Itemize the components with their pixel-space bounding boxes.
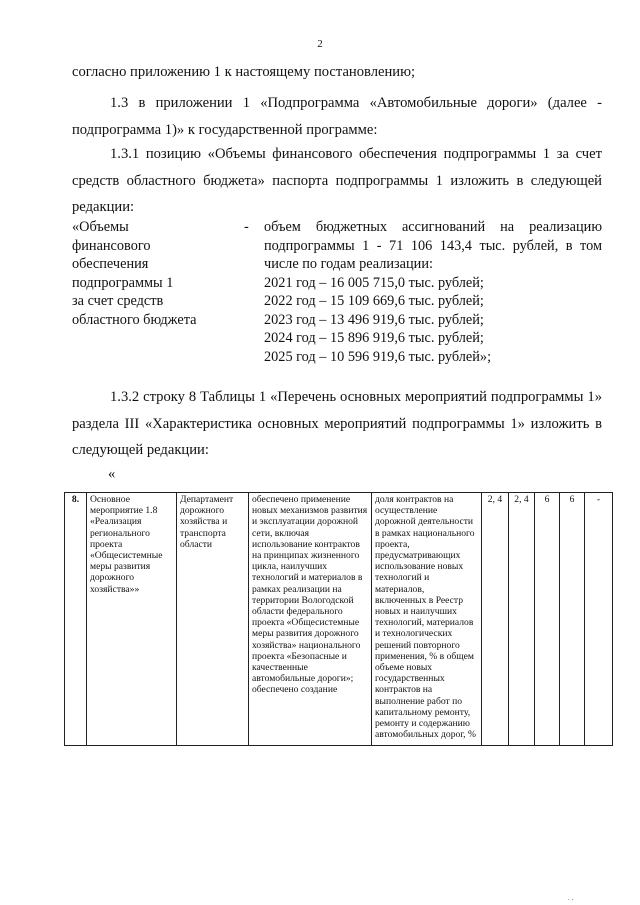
financing-label-line: финансового xyxy=(72,237,151,254)
source-cell-3: - xyxy=(585,493,613,746)
scan-mark: . . xyxy=(568,894,574,902)
financing-dash: - xyxy=(244,219,249,235)
row-number-cell: 8. xyxy=(65,493,87,746)
financing-year: 2024 год – 15 896 919,6 тыс. рублей; xyxy=(264,330,484,346)
opening-quote: « xyxy=(108,466,116,482)
indicator-cell: доля контрактов на осуществление дорожной деятельности в рамках национального проекта, предусматривающих использование новых технологий и материалов, включенных в Реестр новых и наилучших технологий, материалов и технологических решений повторного применения, % в общем объеме новых государственных контрактов на выполнение работ по капитальному ремонту, ремонту и содержанию автомобильных дорог, % xyxy=(372,493,482,746)
financing-label-line: обеспечения xyxy=(72,256,149,272)
intro-paragraph: согласно приложению 1 к настоящему постановлению; xyxy=(72,64,416,80)
table-row xyxy=(65,493,613,746)
financing-text-line: числе по годам реализации: xyxy=(264,256,433,272)
financing-label-line: подпрограммы 1 xyxy=(72,274,174,291)
paragraph-1-3-1: 1.3.1 позицию «Объемы финансового обеспечения подпрограммы 1 за счет средств областного бюджета» паспорта подпрограммы 1 изложить в следующей редакции: xyxy=(72,146,602,215)
financing-label xyxy=(72,218,232,329)
financing-text xyxy=(264,218,602,366)
financing-label-line: «Объемы xyxy=(72,219,129,235)
paragraph-1-3-2: 1.3.2 строку 8 Таблицы 1 «Перечень основных мероприятий подпрограммы 1» раздела III «Характеристика основных мероприятий подпрограммы 1» изложить в следующей редакции: xyxy=(72,389,602,458)
result-cell: обеспечено применение новых механизмов развития и эксплуатации дорожной сети, включая использование контрактов на принципах жизненного цикла, наилучших технологий и материалов в рамках реализации на территории Вологодской области федерального проекта «Общесистемные меры развития дорожного хозяйства» национального проекта «Безопасные и качественные автомобильные дороги»; обеспечено создание xyxy=(249,493,372,746)
financing-year: 2022 год – 15 109 669,6 тыс. рублей; xyxy=(264,293,484,309)
measures-table xyxy=(64,492,613,746)
financing-year: 2023 год – 13 496 919,6 тыс. рублей; xyxy=(264,311,484,328)
financing-text-line: объем бюджетных ассигнований на реализацию xyxy=(264,219,602,235)
financing-year: 2025 год – 10 596 919,6 тыс. рублей»; xyxy=(264,348,492,365)
goal-ref-cell: 2, 4 xyxy=(482,493,509,746)
paragraph-1-3: 1.3 в приложении 1 «Подпрограмма «Автомобильные дороги» (далее - подпрограмма 1)» к государственной программе: xyxy=(72,95,602,138)
financing-label-line: за счет средств xyxy=(72,293,164,309)
measure-cell: Основное мероприятие 1.8 «Реализация регионального проекта «Общесистемные меры развития дорожного хозяйства»» xyxy=(87,493,177,746)
financing-label-line: областного бюджета xyxy=(72,311,197,328)
executor-cell: Департамент дорожного хозяйства и транспорта области xyxy=(177,493,249,746)
source-cell-2: 6 xyxy=(560,493,585,746)
financing-year: 2021 год – 16 005 715,0 тыс. рублей; xyxy=(264,274,484,291)
task-ref-cell: 2, 4 xyxy=(509,493,535,746)
source-cell-1: 6 xyxy=(535,493,560,746)
financing-text-line: подпрограммы 1 - 71 106 143,4 тыс. рублей, в том xyxy=(264,237,602,254)
page-number: 2 xyxy=(317,38,323,50)
